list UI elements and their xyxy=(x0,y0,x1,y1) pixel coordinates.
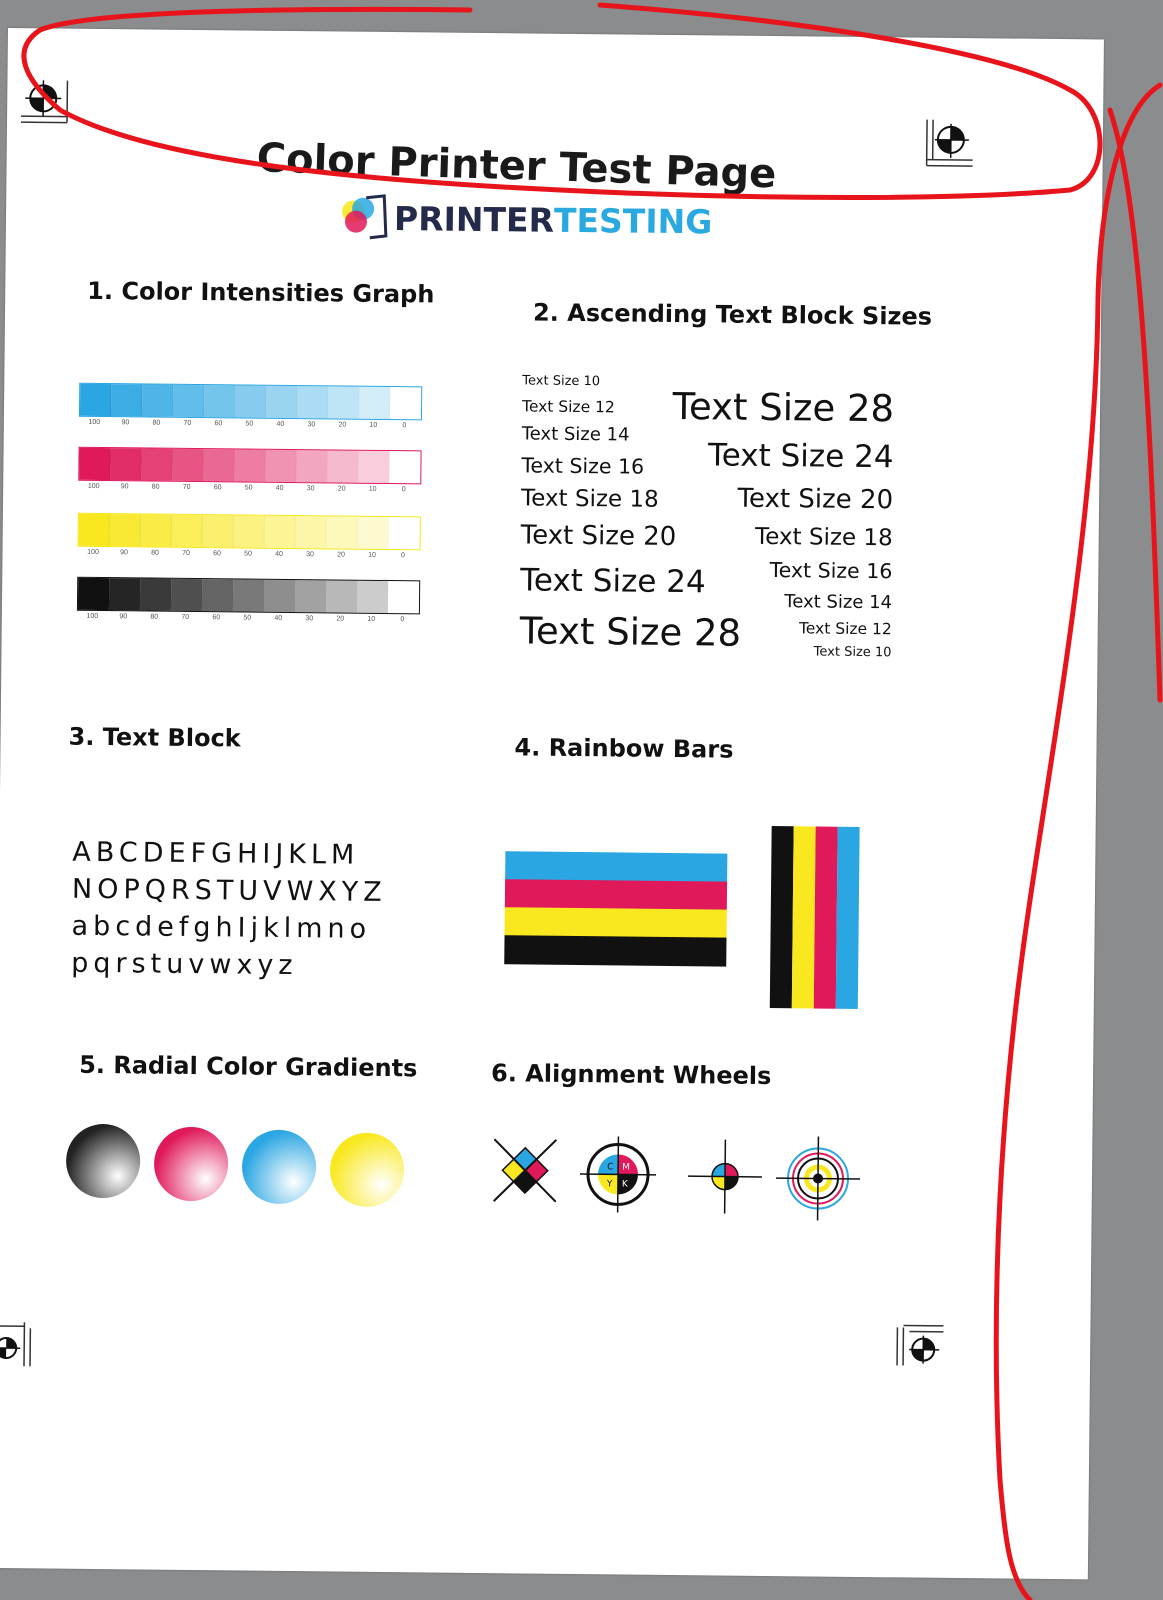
intensity-tick: 20 xyxy=(336,615,345,623)
logo-word-printer: PRINTER xyxy=(393,198,555,240)
cyan-radial-gradient xyxy=(242,1130,317,1205)
intensity-swatch xyxy=(295,580,326,612)
horizontal-rainbow-bar xyxy=(505,879,727,910)
intensity-tick: 60 xyxy=(214,420,223,428)
intensity-tick: 10 xyxy=(368,485,377,493)
magenta-radial-gradient xyxy=(154,1127,229,1202)
intensity-swatch xyxy=(78,578,109,610)
intensity-tick: 70 xyxy=(181,613,190,621)
intensity-swatch xyxy=(80,384,111,416)
intensity-swatch xyxy=(234,449,265,481)
logo-word-testing: TESTING xyxy=(553,200,713,241)
logo-circles-icon xyxy=(336,191,389,244)
intensity-tick: 60 xyxy=(213,484,222,492)
text-size-sample: Text Size 20 xyxy=(520,520,677,553)
registration-mark-icon xyxy=(0,1318,46,1377)
intensity-swatch xyxy=(109,578,140,610)
intensity-tick: 80 xyxy=(150,613,159,621)
alphabet-text-block xyxy=(71,834,387,985)
text-size-sample: Text Size 24 xyxy=(520,562,706,601)
intensity-swatch xyxy=(110,448,141,480)
intensity-tick: 100 xyxy=(86,612,99,620)
horizontal-rainbow-bar xyxy=(504,935,726,966)
intensity-swatch xyxy=(358,517,389,549)
intensity-swatch xyxy=(141,514,172,546)
section-heading-alignment-wheels: 6. Alignment Wheels xyxy=(490,1059,772,1091)
intensity-swatch xyxy=(79,448,110,480)
cmyk-pie-wheel-icon xyxy=(686,1137,765,1216)
cmyk-label-k: K xyxy=(621,1179,628,1190)
cmyk-diamond-wheel-icon xyxy=(490,1135,561,1206)
intensity-tick: 30 xyxy=(306,551,314,559)
text-size-sample: Text Size 18 xyxy=(754,523,893,552)
intensity-swatch xyxy=(266,386,297,418)
intensity-swatch xyxy=(327,450,358,482)
intensity-swatch xyxy=(203,515,234,547)
text-size-sample: Text Size 16 xyxy=(521,453,645,479)
registration-mark-icon xyxy=(17,76,76,135)
text-size-sample: Text Size 10 xyxy=(813,644,892,661)
magenta-intensity-bar xyxy=(78,447,421,485)
intensity-swatch xyxy=(171,579,202,611)
alphabet-line: abcdefghIjklmno xyxy=(71,910,372,945)
cyan-intensity-bar xyxy=(79,383,422,421)
intensity-swatch xyxy=(172,515,203,547)
page-title: Color Printer Test Page xyxy=(256,135,778,198)
intensity-swatch xyxy=(234,515,265,547)
black-intensity-bar xyxy=(77,577,420,615)
intensity-tick: 30 xyxy=(307,421,316,429)
intensity-swatch xyxy=(79,514,110,546)
intensity-tick: 0 xyxy=(402,422,407,430)
vertical-rainbow-bar xyxy=(814,827,838,1009)
intensity-tick: 90 xyxy=(121,419,130,427)
intensity-tick: 50 xyxy=(243,614,252,622)
intensity-tick: 100 xyxy=(87,548,99,556)
intensity-tick: 10 xyxy=(368,551,376,559)
intensity-tick: 40 xyxy=(274,614,283,622)
text-size-sample: Text Size 28 xyxy=(519,609,742,655)
horizontal-rainbow-bar xyxy=(505,851,727,882)
alphabet-line: ABCDEFGHIJKLM xyxy=(72,836,360,871)
registration-mark-icon xyxy=(889,1317,948,1376)
intensity-swatch xyxy=(141,448,172,480)
text-size-sample: Text Size 14 xyxy=(784,591,893,614)
intensity-tick: 100 xyxy=(88,418,101,426)
intensity-swatch xyxy=(172,449,203,481)
intensity-swatch xyxy=(173,385,204,417)
intensity-swatch xyxy=(327,516,358,548)
intensity-tick: 90 xyxy=(120,483,129,491)
intensity-tick: 50 xyxy=(245,420,254,428)
intensity-swatch xyxy=(111,384,142,416)
cmyk-quadrant-wheel-icon xyxy=(578,1134,659,1215)
horizontal-rainbow-bar xyxy=(505,907,727,938)
intensity-swatch xyxy=(264,580,295,612)
intensity-tick: 60 xyxy=(212,614,221,622)
text-size-sample: Text Size 28 xyxy=(672,384,895,431)
intensity-tick: 100 xyxy=(87,482,100,490)
black-radial-gradient xyxy=(66,1124,141,1199)
intensity-swatch xyxy=(358,451,389,483)
intensity-tick: 90 xyxy=(120,549,128,557)
test-page-sheet xyxy=(0,28,1104,1579)
section-heading-text-sizes: 2. Ascending Text Block Sizes xyxy=(532,298,933,331)
intensity-tick: 10 xyxy=(369,421,378,429)
intensity-tick-labels xyxy=(77,549,418,560)
intensity-swatch xyxy=(297,386,328,418)
intensity-tick: 0 xyxy=(400,616,405,624)
section-heading-radial-gradients: 5. Radial Color Gradients xyxy=(79,1050,418,1083)
intensity-tick: 90 xyxy=(119,613,128,621)
intensity-tick: 40 xyxy=(276,420,285,428)
intensity-tick: 40 xyxy=(275,550,283,558)
intensity-tick-labels xyxy=(77,613,418,624)
intensity-tick: 30 xyxy=(306,485,315,493)
text-size-sample: Text Size 24 xyxy=(707,437,894,476)
vertical-rainbow-bar xyxy=(836,827,860,1009)
cmyk-label-c: C xyxy=(607,1162,614,1173)
intensity-swatch xyxy=(296,450,327,482)
text-size-sample: Text Size 12 xyxy=(521,397,615,417)
intensity-tick-labels xyxy=(79,419,420,430)
vertical-rainbow-bar xyxy=(792,826,816,1008)
intensity-tick: 60 xyxy=(213,550,221,558)
intensity-tick: 40 xyxy=(275,484,284,492)
intensity-tick: 0 xyxy=(401,552,405,560)
intensity-swatch xyxy=(140,578,171,610)
intensity-swatch xyxy=(142,384,173,416)
intensity-swatch xyxy=(357,581,388,613)
text-size-sample: Text Size 10 xyxy=(522,373,601,390)
intensity-swatch xyxy=(265,450,296,482)
intensity-tick: 80 xyxy=(151,483,160,491)
intensity-tick: 70 xyxy=(182,483,191,491)
intensity-tick: 30 xyxy=(305,615,314,623)
intensity-swatch xyxy=(110,514,141,546)
concentric-rings-wheel-icon xyxy=(774,1134,863,1223)
text-size-sample: Text Size 12 xyxy=(798,619,892,639)
vertical-rainbow-bar xyxy=(770,826,794,1008)
section-heading-rainbow-bars: 4. Rainbow Bars xyxy=(514,733,734,764)
yellow-intensity-bar xyxy=(78,513,421,551)
intensity-tick: 70 xyxy=(183,419,192,427)
intensity-tick: 20 xyxy=(337,551,345,559)
intensity-swatch xyxy=(328,386,359,418)
printertesting-logo xyxy=(336,191,713,247)
intensity-tick: 80 xyxy=(152,419,161,427)
text-size-sample: Text Size 20 xyxy=(737,483,894,516)
intensity-swatch xyxy=(203,449,234,481)
intensity-tick: 50 xyxy=(244,484,253,492)
intensity-tick: 70 xyxy=(182,549,190,557)
intensity-swatch xyxy=(202,579,233,611)
section-heading-text-block: 3. Text Block xyxy=(68,722,241,753)
cmyk-label-m: M xyxy=(622,1162,630,1173)
text-size-sample: Text Size 16 xyxy=(769,558,893,584)
intensity-swatch xyxy=(359,387,390,419)
intensity-swatch xyxy=(204,385,235,417)
intensity-swatch xyxy=(326,580,357,612)
rainbow-bars xyxy=(8,28,1104,39)
intensity-swatch xyxy=(233,579,264,611)
section-heading-color-intensities: 1. Color Intensities Graph xyxy=(87,276,435,309)
text-size-sample: Text Size 14 xyxy=(521,423,630,446)
intensity-tick: 10 xyxy=(367,615,376,623)
intensity-tick: 20 xyxy=(338,421,347,429)
yellow-radial-gradient xyxy=(330,1132,405,1207)
intensity-tick: 80 xyxy=(151,549,159,557)
intensity-tick: 20 xyxy=(337,485,346,493)
cmyk-label-y: Y xyxy=(606,1179,613,1190)
text-size-sample: Text Size 18 xyxy=(520,485,659,513)
intensity-tick: 50 xyxy=(244,550,252,558)
intensity-tick-labels xyxy=(78,483,419,494)
intensity-tick: 0 xyxy=(401,486,406,494)
alphabet-line: pqrstuvwxyz xyxy=(71,947,298,982)
intensity-swatch xyxy=(235,385,266,417)
alphabet-line: NOPQRSTUVWXYZ xyxy=(71,873,387,909)
intensity-swatch xyxy=(265,516,296,548)
intensity-swatch xyxy=(296,516,327,548)
